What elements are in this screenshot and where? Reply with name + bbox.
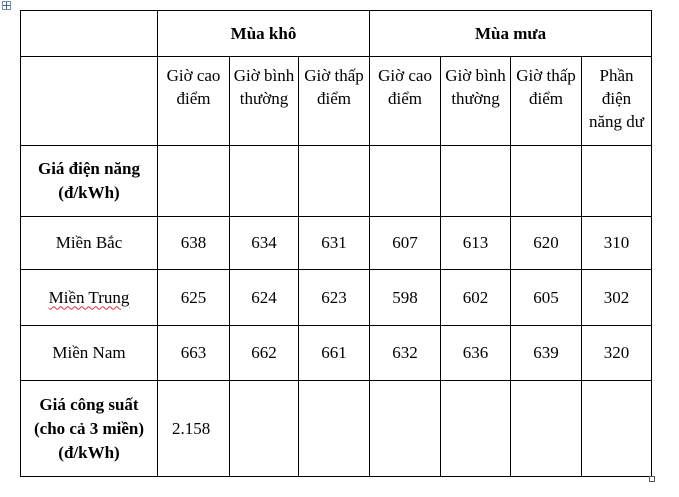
price-cell: 602 bbox=[441, 270, 511, 326]
price-cell: 632 bbox=[370, 326, 441, 381]
price-cell: 623 bbox=[299, 270, 370, 326]
table-cell bbox=[230, 381, 299, 477]
energy-price-label: Giá điện năng (đ/kWh) bbox=[21, 146, 158, 217]
dry-normal-header: Giờ bình thường bbox=[230, 57, 299, 146]
price-cell: 605 bbox=[511, 270, 582, 326]
price-cell: 662 bbox=[230, 326, 299, 381]
dry-peak-header: Giờ cao điểm bbox=[158, 57, 230, 146]
corner-cell bbox=[21, 11, 158, 57]
table-move-handle-icon[interactable] bbox=[2, 1, 11, 10]
price-cell: 598 bbox=[370, 270, 441, 326]
table-cell bbox=[441, 146, 511, 217]
region-name: Miền Bắc bbox=[21, 217, 158, 270]
region-name bbox=[21, 270, 158, 326]
price-cell: 634 bbox=[230, 217, 299, 270]
price-cell: 636 bbox=[441, 326, 511, 381]
table-cell bbox=[511, 146, 582, 217]
price-cell: 624 bbox=[230, 270, 299, 326]
price-cell: 663 bbox=[158, 326, 230, 381]
price-cell: 613 bbox=[441, 217, 511, 270]
price-cell: 607 bbox=[370, 217, 441, 270]
price-cell: 661 bbox=[299, 326, 370, 381]
electricity-price-table bbox=[20, 10, 652, 477]
table-cell bbox=[299, 146, 370, 217]
table-cell bbox=[158, 146, 230, 217]
price-cell: 631 bbox=[299, 217, 370, 270]
capacity-price-label: Giá công suất (cho cả 3 miền) (đ/kWh) bbox=[21, 381, 158, 477]
table-cell bbox=[230, 146, 299, 217]
dry-offpeak-header: Giờ thấp điểm bbox=[299, 57, 370, 146]
rainy-offpeak-header: Giờ thấp điểm bbox=[511, 57, 582, 146]
price-cell: 639 bbox=[511, 326, 582, 381]
table-cell bbox=[582, 381, 652, 477]
price-cell: 302 bbox=[582, 270, 652, 326]
table-cell bbox=[511, 381, 582, 477]
table-row bbox=[21, 217, 652, 270]
price-cell: 310 bbox=[582, 217, 652, 270]
table-cell bbox=[370, 381, 441, 477]
dry-season-header: Mùa khô bbox=[158, 11, 370, 57]
table-cell bbox=[370, 146, 441, 217]
table-cell bbox=[582, 146, 652, 217]
capacity-price-value: 2.158 bbox=[158, 381, 230, 477]
region-name-text: Miền Trung bbox=[48, 287, 130, 307]
region-name: Miền Nam bbox=[21, 326, 158, 381]
price-cell: 620 bbox=[511, 217, 582, 270]
rainy-normal-header: Giờ bình thường bbox=[441, 57, 511, 146]
rainy-surplus-header: Phần điện năng dư bbox=[582, 57, 652, 146]
table-resize-handle-icon[interactable] bbox=[649, 476, 655, 482]
table-cell bbox=[441, 381, 511, 477]
price-cell: 638 bbox=[158, 217, 230, 270]
table-row bbox=[21, 270, 652, 326]
price-cell: 320 bbox=[582, 326, 652, 381]
subheader-empty-cell bbox=[21, 57, 158, 146]
table-row bbox=[21, 326, 652, 381]
rainy-season-header: Mùa mưa bbox=[370, 11, 652, 57]
table-cell bbox=[299, 381, 370, 477]
rainy-peak-header: Giờ cao điểm bbox=[370, 57, 441, 146]
price-cell: 625 bbox=[158, 270, 230, 326]
